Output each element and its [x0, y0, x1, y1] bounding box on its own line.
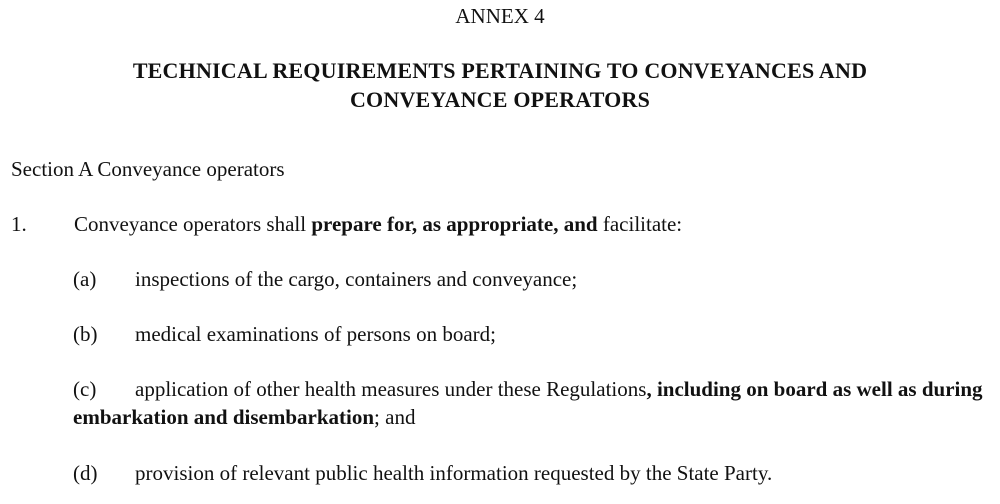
sub-item-text-after: ; and	[374, 405, 416, 429]
item-text-before: Conveyance operators shall	[74, 212, 312, 236]
sub-item-text: provision of relevant public health information requested by the State Party.	[135, 461, 773, 485]
sub-item-b	[73, 320, 496, 348]
sub-item-d	[73, 459, 772, 487]
section-heading: Section A Conveyance operators	[11, 157, 285, 181]
item-text	[74, 211, 682, 237]
title-line-2: CONVEYANCE OPERATORS	[349, 87, 651, 112]
sub-item-text: medical examinations of persons on board;	[135, 322, 496, 346]
title-line-1: TECHNICAL REQUIREMENTS PERTAINING TO CONVEYANCES AND	[132, 58, 868, 83]
sub-item-a	[73, 265, 577, 293]
annex-label: ANNEX 4	[455, 4, 545, 28]
sub-item-text: inspections of the cargo, containers and conveyance;	[135, 267, 578, 291]
item-text-after: facilitate:	[597, 212, 683, 236]
item-number: 1.	[11, 212, 27, 236]
sub-item-label: (d)	[73, 461, 98, 485]
document-title	[0, 56, 1000, 114]
item-text-bold: prepare for, as appropriate, and	[311, 212, 598, 236]
sub-item-label: (c)	[73, 377, 97, 401]
sub-item-c	[73, 375, 998, 431]
sub-item-text-before: application of other health measures under these Regulations	[135, 377, 647, 401]
sub-item-text-bold: , including on board as well as during embarkation and disembarkation	[73, 377, 983, 429]
sub-item-label: (b)	[73, 322, 98, 346]
sub-item-label: (a)	[73, 267, 97, 291]
